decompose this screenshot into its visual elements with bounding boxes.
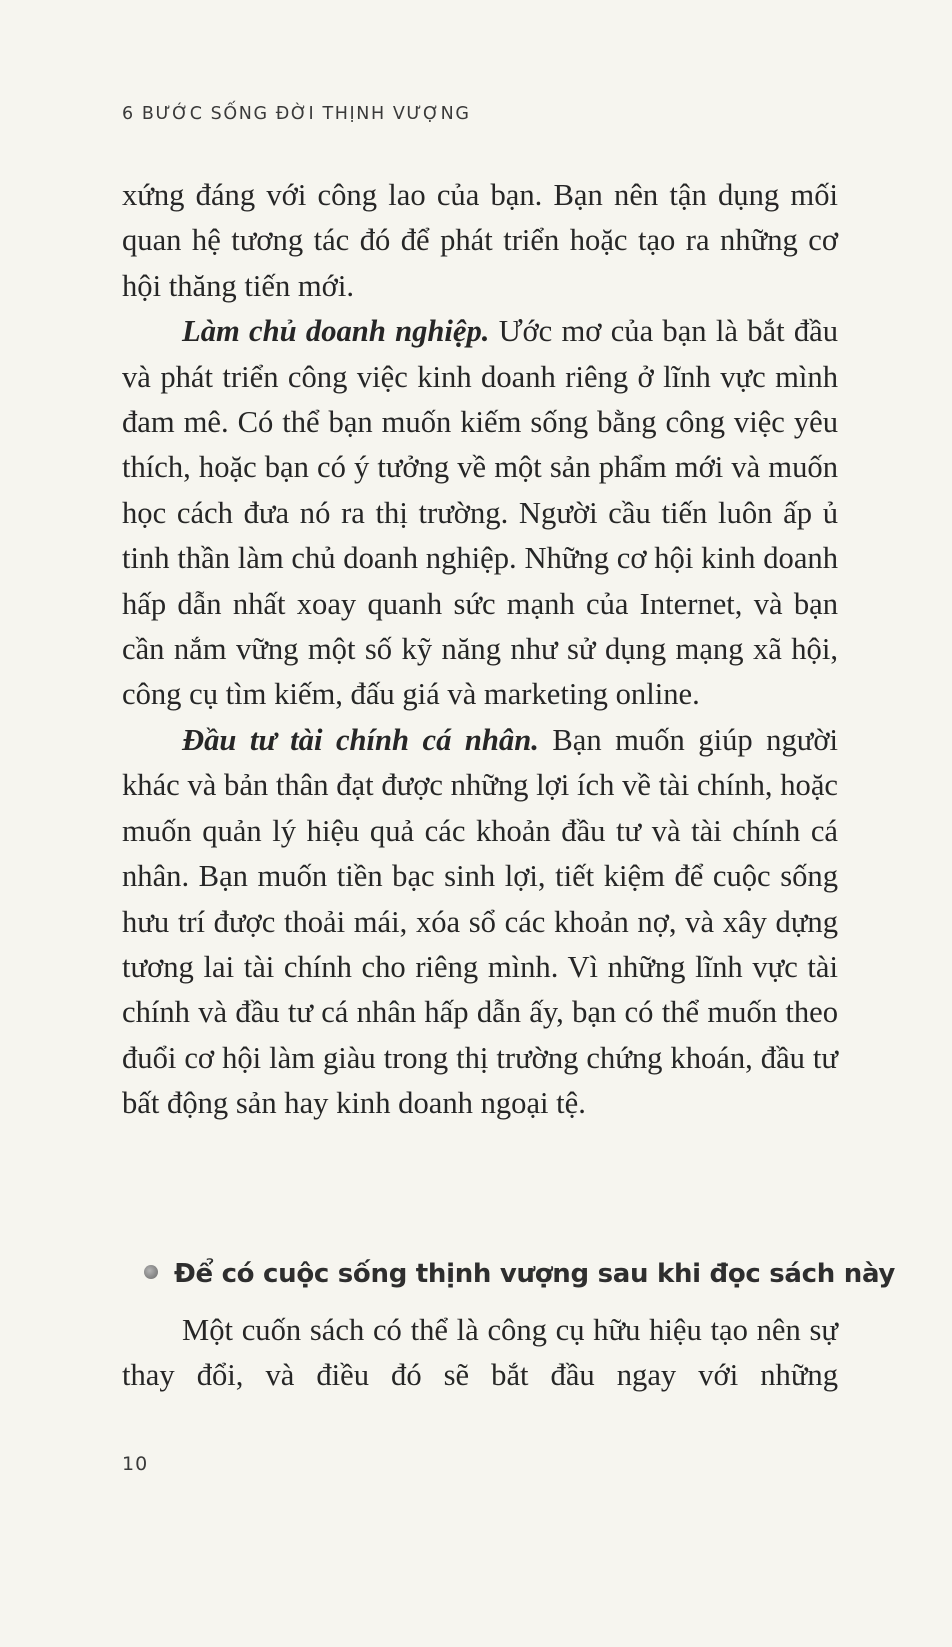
section-heading-text: Để có cuộc sống thịnh vượng sau khi đọc sách này: [174, 1259, 896, 1289]
section-heading: [144, 1259, 895, 1289]
bullet-icon: [144, 1265, 158, 1279]
paragraph-text-personal-finance: Bạn muốn giúp người khác và bản thân đạt được những lợi ích về tài chính, hoặc muốn quản lý hiệu quả các khoản đầu tư và tài chính cá nhân. Bạn muốn tiền bạc sinh lợi, tiết kiệm để cuộc sống hưu trí được thoải mái, xóa sổ các khoản nợ, và xây dựng tương lai tài chính cho riêng mình. Vì những lĩnh vực tài chính và đầu tư cá nhân hấp dẫn ấy, bạn có thể muốn theo đuổi cơ hội làm giàu trong thị trường chứng khoán, đầu tư bất động sản hay kinh doanh ngoại tệ.: [122, 722, 838, 1121]
paragraph-section-intro: Một cuốn sách có thể là công cụ hữu hiệu tạo nên sự thay đổi, và điều đó sẽ bắt đầu ngay với những: [122, 1313, 838, 1393]
paragraph-personal-finance: [122, 718, 838, 1127]
paragraph-lead-personal-finance: Đầu tư tài chính cá nhân.: [182, 722, 539, 757]
paragraph-continuation: xứng đáng với công lao của bạn. Bạn nên tận dụng mối quan hệ tương tác đó để phát triển hoặc tạo ra những cơ hội thăng tiến mới.: [122, 178, 838, 303]
running-header: 6 BƯỚC SỐNG ĐỜI THỊNH VƯỢNG: [122, 104, 471, 124]
paragraph-lead-business-ownership: Làm chủ doanh nghiệp.: [182, 314, 490, 349]
section-text: [122, 1308, 838, 1399]
paragraph-business-ownership: [122, 309, 838, 718]
page-number: 10: [122, 1453, 149, 1475]
body-text: [122, 173, 838, 1127]
paragraph-text-business-ownership: Ước mơ của bạn là bắt đầu và phát triển công việc kinh doanh riêng ở lĩnh vực mình đam mê. Có thể bạn muốn kiếm sống bằng công việc yêu thích, hoặc bạn có ý tưởng về một sản phẩm mới và muốn học cách đưa nó ra thị trường. Người cầu tiến luôn ấp ủ tinh thần làm chủ doanh nghiệp. Những cơ hội kinh doanh hấp dẫn nhất xoay quanh sức mạnh của Internet, và bạn cần nắm vững một số kỹ năng như sử dụng mạng xã hội, công cụ tìm kiếm, đấu giá và marketing online.: [122, 314, 839, 712]
